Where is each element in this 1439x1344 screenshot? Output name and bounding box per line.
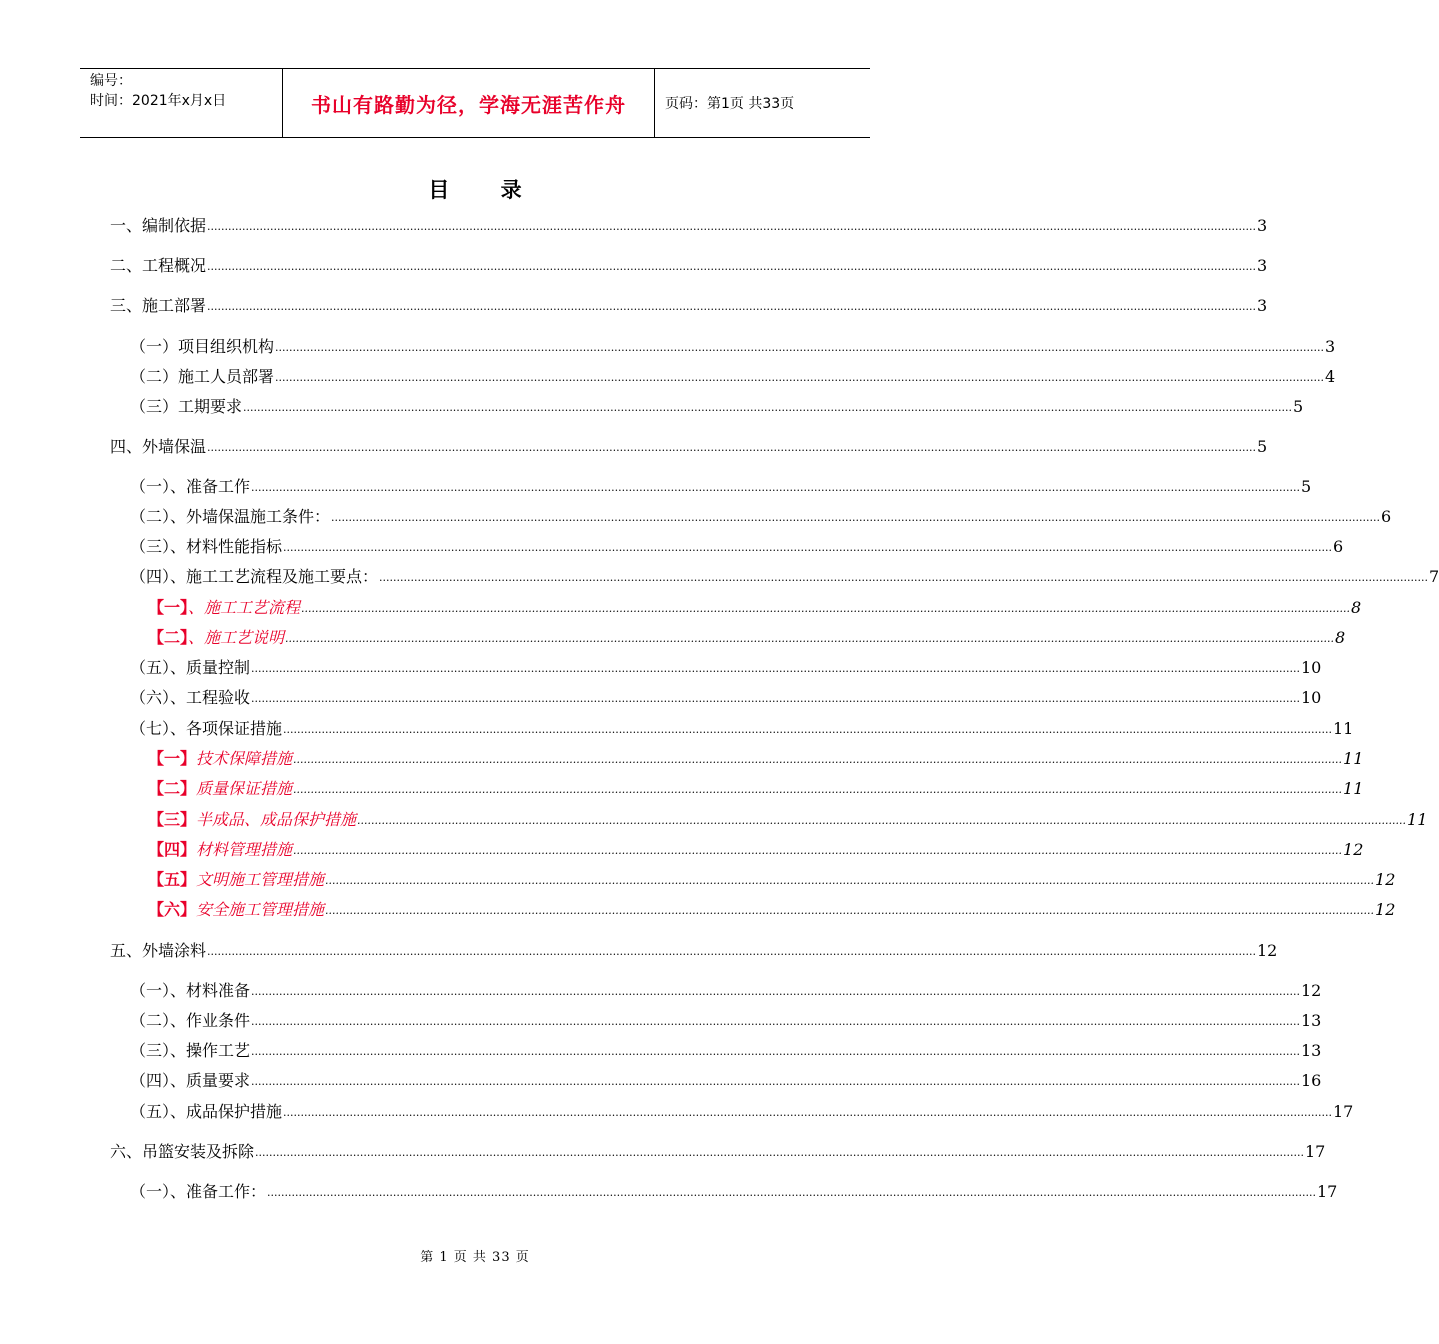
toc-entry[interactable]: [110, 295, 1268, 317]
toc-entry[interactable]: [130, 1181, 1338, 1203]
toc-entry[interactable]: [148, 597, 1362, 619]
toc-leader-dots: ............................................................................................................................................................................................................................................................................................................: [379, 571, 1428, 584]
toc-entry[interactable]: [110, 436, 1268, 458]
toc-entry-page: 3: [1325, 337, 1336, 356]
toc-entry-page: 8: [1351, 598, 1362, 617]
toc-entry[interactable]: [130, 1040, 1322, 1062]
toc-entry-text: （三）、材料性能指标: [130, 537, 283, 556]
toc-entry-page: 11: [1343, 779, 1364, 798]
toc-leader-dots: ............................................................................................................................................................................................................................................................................................................: [251, 1075, 1300, 1088]
toc-leader-dots: ............................................................................................................................................................................................................................................................................................................: [283, 723, 1332, 736]
toc-title: 目 录: [428, 178, 544, 202]
toc-leader-dots: ............................................................................................................................................................................................................................................................................................................: [275, 341, 1324, 354]
toc-entry[interactable]: [130, 506, 1392, 528]
toc-entry[interactable]: [110, 215, 1268, 237]
toc-entry-number: 【二】: [148, 628, 189, 647]
toc-entry[interactable]: [130, 366, 1336, 388]
toc-entry-number: 【五】: [148, 870, 197, 889]
toc-entry-page: 13: [1301, 1041, 1322, 1060]
toc-entry[interactable]: [130, 396, 1304, 418]
toc-leader-dots: ............................................................................................................................................................................................................................................................................................................: [283, 541, 1332, 554]
toc-leader-dots: ............................................................................................................................................................................................................................................................................................................: [251, 1015, 1300, 1028]
header-meta: [90, 71, 282, 111]
toc-entry-number: 【三】: [148, 810, 197, 829]
toc-entry-text: 五、外墙涂料: [110, 941, 207, 960]
toc-entry-page: 7: [1429, 567, 1439, 586]
toc-entry-text: （二）施工人员部署: [130, 367, 275, 386]
toc-entry-label: 质量保证措施: [196, 779, 293, 798]
toc-entry-page: 17: [1317, 1182, 1338, 1201]
toc-entry-page: 12: [1257, 941, 1278, 960]
toc-entry-page: 10: [1301, 658, 1322, 677]
toc-entry-text: [148, 778, 292, 800]
toc-entry-text: （三）、操作工艺: [130, 1041, 251, 1060]
toc-leader-dots: ............................................................................................................................................................................................................................................................................................................: [207, 945, 1256, 958]
toc-entry-page: 17: [1333, 1102, 1354, 1121]
toc-entry[interactable]: [130, 657, 1322, 679]
toc-entry[interactable]: [148, 778, 1364, 800]
toc-entry-page: 13: [1301, 1011, 1322, 1030]
page-header: [80, 68, 870, 138]
toc-leader-dots: ............................................................................................................................................................................................................................................................................................................: [267, 1186, 1316, 1199]
toc-entry-text: 四、外墙保温: [110, 437, 207, 456]
header-motto: 书山有路勤为径，学海无涯苦作舟: [311, 92, 626, 117]
number-label: 编号：: [90, 73, 132, 89]
toc-entry[interactable]: [148, 627, 1346, 649]
toc-entry-page: 6: [1381, 507, 1392, 526]
toc-leader-dots: ............................................................................................................................................................................................................................................................................................................: [325, 874, 1375, 887]
toc-entry-page: 5: [1301, 477, 1312, 496]
toc-entry-page: 12: [1375, 870, 1396, 889]
toc-leader-dots: ............................................................................................................................................................................................................................................................................................................: [207, 441, 1256, 454]
toc-entry-number: 【一】: [148, 598, 189, 617]
toc-entry[interactable]: [130, 336, 1336, 358]
toc-entry-text: （一）项目组织机构: [130, 337, 275, 356]
toc-entry-page: 4: [1325, 367, 1336, 386]
toc-entry-text: 二、工程概况: [110, 256, 207, 275]
toc-entry-page: 5: [1293, 397, 1304, 416]
toc-entry-text: （五）、质量控制: [130, 658, 251, 677]
toc-entry-text: （二）、外墙保温施工条件：: [130, 507, 331, 526]
toc-leader-dots: ............................................................................................................................................................................................................................................................................................................: [207, 260, 1256, 273]
toc-entry-page: 16: [1301, 1071, 1322, 1090]
toc-entry[interactable]: [130, 476, 1312, 498]
toc-entry-text: [148, 899, 324, 921]
toc-entry[interactable]: [130, 536, 1344, 558]
toc-leader-dots: ............................................................................................................................................................................................................................................................................................................: [293, 753, 1343, 766]
toc-entry[interactable]: [110, 1141, 1326, 1163]
toc-entry[interactable]: [148, 899, 1396, 921]
toc-entry-text: （一）、准备工作: [130, 477, 251, 496]
toc-entry-text: （一）、准备工作：: [130, 1182, 267, 1201]
toc-leader-dots: ............................................................................................................................................................................................................................................................................................................: [293, 783, 1343, 796]
toc-entry-number: 【四】: [148, 840, 197, 859]
toc-entry-label: 材料管理措施: [196, 840, 293, 859]
toc-entry-page: 11: [1333, 719, 1354, 738]
page-footer: 第 1 页 共 33 页: [420, 1250, 530, 1265]
toc-entry-page: 8: [1335, 628, 1346, 647]
toc-entry[interactable]: [110, 255, 1268, 277]
toc-entry[interactable]: [148, 839, 1364, 861]
toc-leader-dots: ............................................................................................................................................................................................................................................................................................................: [331, 511, 1380, 524]
toc-entry-text: 三、施工部署: [110, 296, 207, 315]
toc-entry-label: 技术保障措施: [196, 749, 293, 768]
toc-entry[interactable]: [148, 869, 1396, 891]
toc-entry-page: 11: [1407, 810, 1428, 829]
toc-entry-text: [148, 597, 300, 619]
toc-leader-dots: ............................................................................................................................................................................................................................................................................................................: [325, 904, 1375, 917]
toc-leader-dots: ............................................................................................................................................................................................................................................................................................................: [275, 371, 1324, 384]
toc-entry-text: （四）、质量要求: [130, 1071, 251, 1090]
toc-leader-dots: ............................................................................................................................................................................................................................................................................................................: [207, 220, 1256, 233]
toc-leader-dots: ............................................................................................................................................................................................................................................................................................................: [283, 1106, 1332, 1119]
header-page-info: 页码：第1页 共33页: [665, 96, 795, 112]
toc-leader-dots: ............................................................................................................................................................................................................................................................................................................: [243, 401, 1292, 414]
toc-entry-text: （四）、施工工艺流程及施工要点：: [130, 567, 379, 586]
toc-entry-page: 6: [1333, 537, 1344, 556]
toc-entry-page: 3: [1257, 256, 1268, 275]
toc-entry-page: 3: [1257, 296, 1268, 315]
header-divider: [654, 69, 655, 137]
toc-entry[interactable]: [130, 1070, 1322, 1092]
toc-entry-page: 12: [1343, 840, 1364, 859]
toc-leader-dots: ............................................................................................................................................................................................................................................................................................................: [251, 1045, 1300, 1058]
toc-entry[interactable]: [130, 718, 1354, 740]
toc-leader-dots: ............................................................................................................................................................................................................................................................................................................: [207, 300, 1256, 313]
toc-entry[interactable]: [110, 940, 1278, 962]
toc-entry-label: 、施工工艺流程: [188, 598, 301, 617]
toc-entry[interactable]: [130, 687, 1322, 709]
toc-leader-dots: ............................................................................................................................................................................................................................................................................................................: [251, 692, 1300, 705]
toc-entry[interactable]: [148, 748, 1364, 770]
toc-entry-label: 安全施工管理措施: [196, 900, 325, 919]
toc-entry-page: 10: [1301, 688, 1322, 707]
toc-leader-dots: ............................................................................................................................................................................................................................................................................................................: [255, 1146, 1304, 1159]
toc-entry-text: [148, 748, 292, 770]
toc-leader-dots: ............................................................................................................................................................................................................................................................................................................: [251, 662, 1300, 675]
toc-entry-text: 六、吊篮安装及拆除: [110, 1142, 255, 1161]
toc-entry-text: （六）、工程验收: [130, 688, 251, 707]
toc-entry-page: 3: [1257, 216, 1268, 235]
toc-entry-text: （二）、作业条件: [130, 1011, 251, 1030]
toc-entry[interactable]: [130, 1010, 1322, 1032]
toc-entry-text: （七）、各项保证措施: [130, 719, 283, 738]
toc-entry-page: 5: [1257, 437, 1268, 456]
toc-entry-text: （三）工期要求: [130, 397, 243, 416]
toc-entry-text: 一、编制依据: [110, 216, 207, 235]
toc-entry-page: 11: [1343, 749, 1364, 768]
toc-entry-label: 、施工艺说明: [188, 628, 285, 647]
toc-entry-text: [148, 809, 356, 831]
toc-leader-dots: ............................................................................................................................................................................................................................................................................................................: [251, 985, 1300, 998]
toc-entry[interactable]: [130, 566, 1439, 588]
toc-entry-label: 文明施工管理措施: [196, 870, 325, 889]
toc-leader-dots: ............................................................................................................................................................................................................................................................................................................: [293, 844, 1343, 857]
toc-leader-dots: ............................................................................................................................................................................................................................................................................................................: [357, 814, 1407, 827]
toc-entry[interactable]: [130, 980, 1322, 1002]
toc-leader-dots: ............................................................................................................................................................................................................................................................................................................: [285, 632, 1335, 645]
date-label: 时间：2021年x月x日: [90, 93, 227, 109]
toc-entry-text: [148, 627, 284, 649]
toc-entry-text: [148, 869, 324, 891]
toc-entry-label: 半成品、成品保护措施: [196, 810, 357, 829]
toc-entry-number: 【二】: [148, 779, 197, 798]
toc-entry-page: 12: [1301, 981, 1322, 1000]
toc-entry-page: 12: [1375, 900, 1396, 919]
toc-entry-page: 17: [1305, 1142, 1326, 1161]
toc-leader-dots: ............................................................................................................................................................................................................................................................................................................: [251, 481, 1300, 494]
toc-entry-text: （五）、成品保护措施: [130, 1102, 283, 1121]
toc-entry-text: [148, 839, 292, 861]
toc-entry-number: 【六】: [148, 900, 197, 919]
toc-entry[interactable]: [130, 1101, 1354, 1123]
toc-leader-dots: ............................................................................................................................................................................................................................................................................................................: [301, 602, 1351, 615]
toc-entry-number: 【一】: [148, 749, 197, 768]
toc-entry[interactable]: [148, 809, 1428, 831]
toc-entry-text: （一）、材料准备: [130, 981, 251, 1000]
